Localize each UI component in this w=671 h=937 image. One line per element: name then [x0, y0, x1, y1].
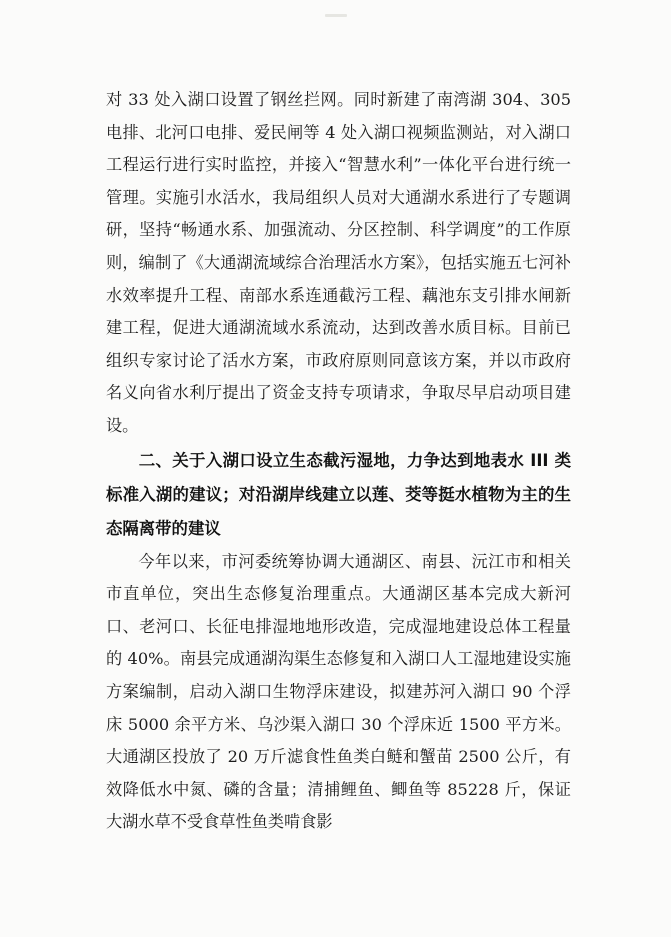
document-body [106, 84, 571, 839]
paragraph-continued: 对 33 处入湖口设置了钢丝拦网。同时新建了南湾湖 304、305 电排、北河口电排、爱民闸等 4 处入湖口视频监测站，对入湖口工程运行进行实时监控，并接入“智慧水利”一体化平台进行统一管理。实施引水活水，我局组织人员对大通湖水系进行了专题调研，坚持“畅通水系、加强流动、分区控制、科学调度”的工作原则，编制了《大通湖流域综合治理活水方案》，包括实施五七河补水效率提升工程、南部水系连通截污工程、藕池东支引排水闸新建工程，促进大通湖流域水系流动，达到改善水质目标。目前已组织专家讨论了活水方案，市政府原则同意该方案，并以市政府名义向省水利厅提出了资金支持专项请求，争取尽早启动项目建设。 [106, 90, 571, 435]
scan-mark [325, 14, 347, 17]
paragraph-2: 今年以来，市河委统筹协调大通湖区、南县、沅江市和相关市直单位，突出生态修复治理重点。大通湖区基本完成大新河口、老河口、长征电排湿地地形改造，完成湿地建设总体工程量的 40%。南县完成通湖沟渠生态修复和入湖口人工湿地建设实施方案编制，启动入湖口生物浮床建设，拟建苏河入湖口 90 个浮床 5000 余平方米、乌沙渠入湖口 30 个浮床近 1500 平方米。大通湖区投放了 20 万斤滤食性鱼类白鲢和蟹苗 2500 公斤，有效降低水中氮、磷的含量；清捕鲤鱼、鲫鱼等 85228 斤，保证大湖水草不受食草性鱼类啃食影 [106, 551, 571, 832]
section-heading: 二、关于入湖口设立生态截污湿地，力争达到地表水 III 类标准入湖的建议；对沿湖岸线建立以莲、茭等挺水植物为主的生态隔离带的建议 [106, 450, 571, 538]
